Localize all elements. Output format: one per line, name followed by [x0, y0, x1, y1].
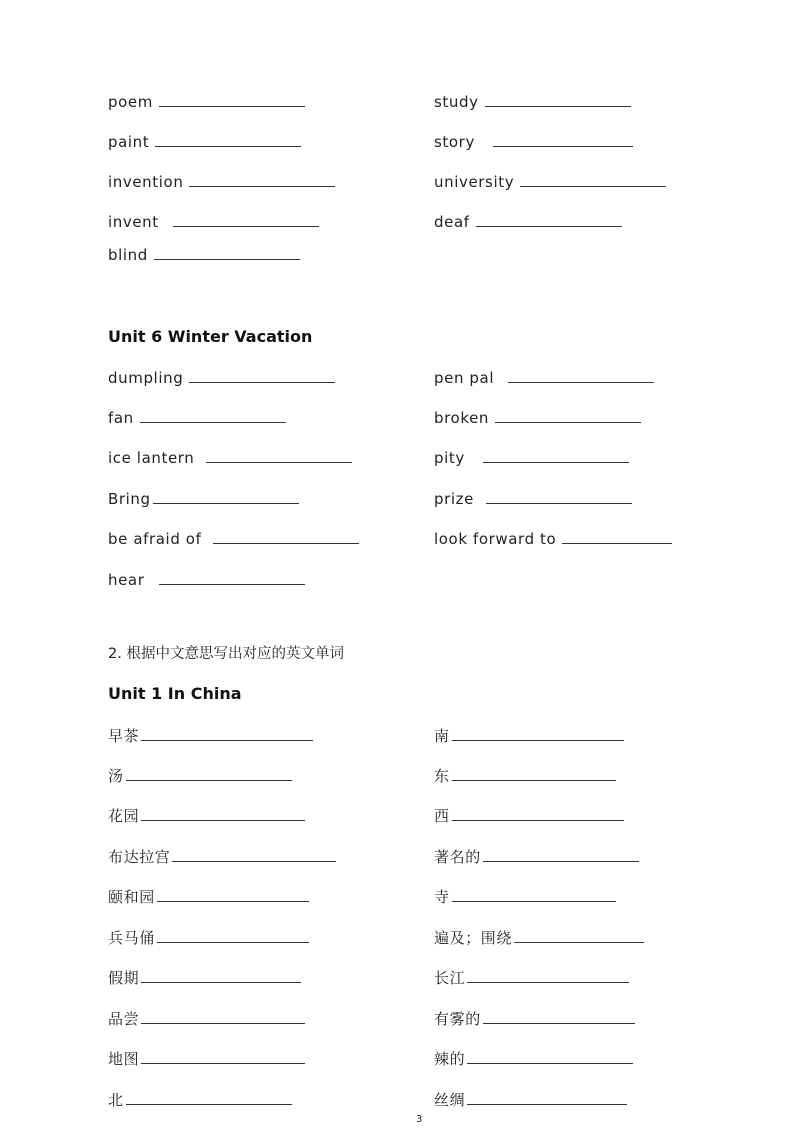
word-item: 汤 — [108, 766, 292, 786]
word-item: study — [434, 92, 631, 112]
answer-blank[interactable] — [483, 860, 639, 862]
word-item: paint — [108, 132, 301, 152]
answer-blank[interactable] — [467, 1103, 627, 1105]
answer-blank[interactable] — [157, 900, 309, 902]
answer-blank[interactable] — [213, 542, 359, 544]
answer-blank[interactable] — [467, 1062, 633, 1064]
word-item: hear — [108, 570, 305, 590]
answer-blank[interactable] — [173, 225, 319, 227]
answer-blank[interactable] — [141, 981, 301, 983]
word-item: 遍及；围绕 — [434, 928, 644, 948]
answer-blank[interactable] — [126, 1103, 292, 1105]
word-item: 寺 — [434, 887, 616, 907]
answer-blank[interactable] — [467, 981, 629, 983]
word-item: 辣的 — [434, 1049, 633, 1069]
word-item: fan — [108, 408, 286, 428]
word-item: 有雾的 — [434, 1009, 635, 1029]
answer-blank[interactable] — [495, 421, 641, 423]
answer-blank[interactable] — [520, 185, 666, 187]
word-item: 布达拉宫 — [108, 847, 336, 867]
section-heading: Unit 6 Winter Vacation — [108, 327, 313, 346]
answer-blank[interactable] — [140, 421, 286, 423]
answer-blank[interactable] — [154, 258, 300, 260]
answer-blank[interactable] — [141, 1062, 305, 1064]
word-item: 兵马俑 — [108, 928, 309, 948]
answer-blank[interactable] — [159, 583, 305, 585]
word-item: invention — [108, 172, 335, 192]
word-item: deaf — [434, 212, 622, 232]
section-heading: Unit 1 In China — [108, 684, 242, 703]
word-item: blind — [108, 245, 300, 265]
word-item: 地图 — [108, 1049, 305, 1069]
answer-blank[interactable] — [493, 145, 633, 147]
answer-blank[interactable] — [452, 739, 624, 741]
word-item: 品尝 — [108, 1009, 305, 1029]
answer-blank[interactable] — [452, 779, 616, 781]
answer-blank[interactable] — [153, 502, 299, 504]
word-item: 东 — [434, 766, 616, 786]
answer-blank[interactable] — [562, 542, 672, 544]
answer-blank[interactable] — [141, 1022, 305, 1024]
answer-blank[interactable] — [483, 461, 629, 463]
answer-blank[interactable] — [452, 900, 616, 902]
answer-blank[interactable] — [141, 739, 313, 741]
answer-blank[interactable] — [172, 860, 336, 862]
word-item: pity — [434, 448, 629, 468]
answer-blank[interactable] — [485, 105, 631, 107]
answer-blank[interactable] — [157, 941, 309, 943]
word-item: broken — [434, 408, 641, 428]
answer-blank[interactable] — [476, 225, 622, 227]
word-item: invent — [108, 212, 319, 232]
word-item: ice lantern — [108, 448, 352, 468]
word-item: prize — [434, 489, 632, 509]
answer-blank[interactable] — [508, 381, 654, 383]
answer-blank[interactable] — [206, 461, 352, 463]
word-item: 北 — [108, 1090, 292, 1110]
word-item: story — [434, 132, 633, 152]
answer-blank[interactable] — [126, 779, 292, 781]
answer-blank[interactable] — [452, 819, 624, 821]
answer-blank[interactable] — [155, 145, 301, 147]
word-item: 颐和园 — [108, 887, 309, 907]
word-item: 著名的 — [434, 847, 639, 867]
answer-blank[interactable] — [141, 819, 305, 821]
word-item: 早茶 — [108, 726, 313, 746]
answer-blank[interactable] — [189, 185, 335, 187]
answer-blank[interactable] — [483, 1022, 635, 1024]
instruction-text: 2. 根据中文意思写出对应的英文单词 — [108, 646, 344, 662]
word-item: 假期 — [108, 968, 301, 988]
word-item: 长江 — [434, 968, 629, 988]
word-item: 西 — [434, 806, 624, 826]
word-item: poem — [108, 92, 305, 112]
word-item: 南 — [434, 726, 624, 746]
word-item: look forward to — [434, 529, 672, 549]
word-item: 丝绸 — [434, 1090, 627, 1110]
word-item: university — [434, 172, 666, 192]
word-item: be afraid of — [108, 529, 359, 549]
word-item: dumpling — [108, 368, 335, 388]
answer-blank[interactable] — [189, 381, 335, 383]
page-number: 3 — [416, 1114, 423, 1125]
word-item: pen pal — [434, 368, 654, 388]
answer-blank[interactable] — [159, 105, 305, 107]
word-item: 花园 — [108, 806, 305, 826]
word-item: Bring — [108, 489, 299, 509]
answer-blank[interactable] — [486, 502, 632, 504]
answer-blank[interactable] — [514, 941, 644, 943]
